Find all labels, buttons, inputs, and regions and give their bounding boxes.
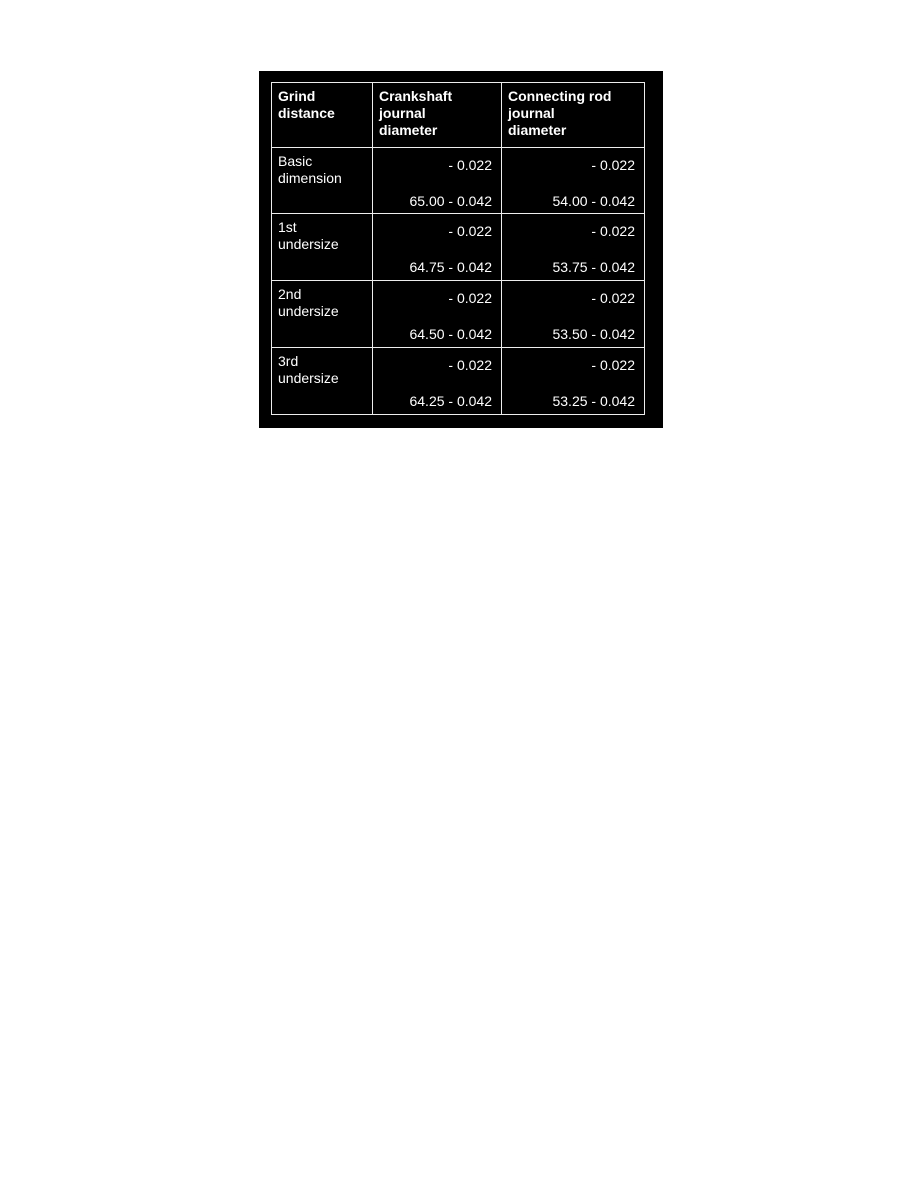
diameter-value: 64.25 - 0.042 xyxy=(409,393,492,409)
tolerance-upper: - 0.022 xyxy=(591,223,635,239)
label-line: undersize xyxy=(278,236,339,252)
label-line: Basic xyxy=(278,153,313,169)
connecting-rod-diameter-cell xyxy=(502,214,645,281)
diameter-value: 64.75 - 0.042 xyxy=(409,259,492,275)
diameter-value: 53.75 - 0.042 xyxy=(552,259,635,275)
label-line: 2nd xyxy=(278,286,302,302)
diameter-value: 65.00 - 0.042 xyxy=(409,193,492,209)
col-header-grind-distance xyxy=(272,83,373,148)
tolerance-upper: - 0.022 xyxy=(591,157,635,173)
col-header-crankshaft-journal-diameter xyxy=(373,83,502,148)
spec-panel xyxy=(259,71,663,428)
tolerance-upper: - 0.022 xyxy=(448,223,492,239)
crankshaft-diameter-cell xyxy=(373,348,502,415)
label-line: undersize xyxy=(278,303,339,319)
tolerance-upper: - 0.022 xyxy=(448,290,492,306)
diameter-value: 53.25 - 0.042 xyxy=(552,393,635,409)
header-row xyxy=(272,83,645,148)
row-label xyxy=(272,281,373,348)
header-line: Connecting rod xyxy=(508,88,612,104)
tolerance-upper: - 0.022 xyxy=(448,357,492,373)
header-line: journal xyxy=(508,105,555,121)
row-label xyxy=(272,214,373,281)
connecting-rod-diameter-cell xyxy=(502,148,645,214)
label-line: dimension xyxy=(278,170,342,186)
tolerance-upper: - 0.022 xyxy=(591,357,635,373)
connecting-rod-diameter-cell xyxy=(502,281,645,348)
diameter-value: 53.50 - 0.042 xyxy=(552,326,635,342)
col-header-connecting-rod-journal-diameter xyxy=(502,83,645,148)
connecting-rod-diameter-cell xyxy=(502,348,645,415)
diameter-value: 64.50 - 0.042 xyxy=(409,326,492,342)
row-label xyxy=(272,148,373,214)
header-line: journal xyxy=(379,105,426,121)
header-line: Crankshaft xyxy=(379,88,453,104)
diameter-value: 54.00 - 0.042 xyxy=(552,193,635,209)
row-label xyxy=(272,348,373,415)
crankshaft-diameter-cell xyxy=(373,281,502,348)
crankshaft-diameter-cell xyxy=(373,148,502,214)
header-line: diameter xyxy=(508,122,567,138)
label-line: undersize xyxy=(278,370,339,386)
header-line: Grind xyxy=(278,88,316,104)
tolerance-upper: - 0.022 xyxy=(448,157,492,173)
row-2nd-undersize xyxy=(272,281,645,348)
header-line: diameter xyxy=(379,122,438,138)
grind-undersize-table xyxy=(271,82,645,415)
label-line: 1st xyxy=(278,219,297,235)
crankshaft-diameter-cell xyxy=(373,214,502,281)
header-line: distance xyxy=(278,105,335,121)
row-1st-undersize xyxy=(272,214,645,281)
label-line: 3rd xyxy=(278,353,299,369)
row-basic-dimension xyxy=(272,148,645,214)
tolerance-upper: - 0.022 xyxy=(591,290,635,306)
row-3rd-undersize xyxy=(272,348,645,415)
